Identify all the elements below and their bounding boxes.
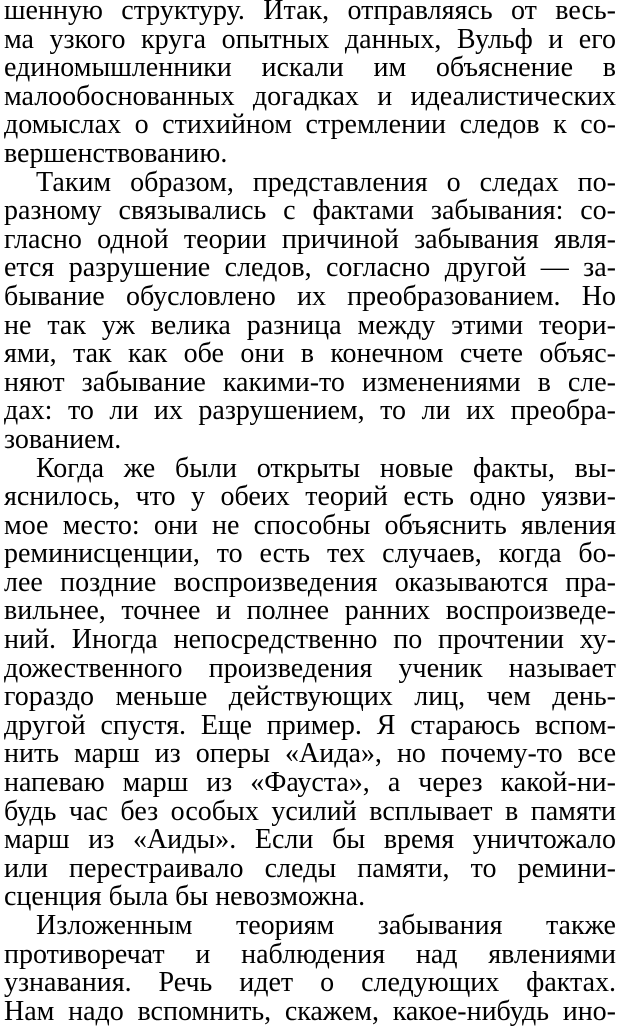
text-line: домыслах о стихийном стремлении следов к со- — [4, 109, 616, 141]
text-line: гораздо меньше действующих лиц, чем день- — [4, 681, 616, 713]
text-line: вильнее, точнее и полнее ранних воспроизведе- — [4, 595, 616, 627]
text-line: ний. Иногда непосредственно по прочтении ху- — [4, 624, 616, 656]
text-line: яснилось, что у обеих теорий есть одно уязви- — [4, 481, 616, 513]
text-line: дожественного произведения ученик называет — [4, 652, 616, 684]
text-line: сценция была бы невозможна. — [4, 881, 366, 913]
text-line: марш из «Аиды». Если бы время уничтожало — [4, 824, 616, 856]
text-line: бывание обусловлено их преобразованием. Но — [4, 280, 616, 312]
paragraph — [4, 452, 616, 913]
text-line: нить марш из оперы «Аида», но почему-то все — [4, 738, 616, 770]
text-line: Нам надо вспомнить, скажем, какое-нибудь ино- — [4, 995, 616, 1027]
paragraph — [4, 912, 616, 1026]
paragraph — [4, 0, 616, 169]
text-line: няют забывание какими-то изменениями в сле- — [4, 366, 616, 398]
text-line: будь час без особых усилий всплывает в памяти — [4, 795, 616, 827]
text-line: гласно одной теории причиной забывания явля- — [4, 223, 616, 255]
text-line: зованием. — [4, 423, 122, 455]
paragraph — [4, 166, 616, 455]
text-line: дах: то ли их разрушением, то ли их преобра- — [4, 395, 616, 427]
text-line: или перестраивало следы памяти, то ремини- — [4, 852, 616, 884]
text-line: вершенствованию. — [4, 137, 228, 169]
text-line: разному связывались с фактами забывания: со- — [4, 195, 616, 227]
text-line: малообоснованных догадках и идеалистических — [4, 80, 616, 112]
text-line: Когда же были открыты новые факты, вы- — [36, 452, 616, 484]
text-line: Таким образом, представления о следах по- — [36, 166, 616, 198]
text-line: узнавания. Речь идет о следующих фактах. — [4, 967, 616, 999]
text-line: ями, так как обе они в конечном счете объяс- — [4, 338, 616, 370]
text-line: не так уж велика разница между этими теори- — [4, 309, 616, 341]
text-line: противоречат и наблюдения над явлениями — [4, 938, 616, 970]
text-line: лее поздние воспроизведения оказываются пра- — [4, 566, 616, 598]
text-line: Изложенным теориям забывания также — [36, 910, 616, 941]
text-line: единомышленники искали им объяснение в — [4, 52, 616, 84]
text-line: ется разрушение следов, согласно другой — за- — [4, 252, 616, 284]
text-line: ма узкого круга опытных данных, Вульф и его — [4, 23, 616, 55]
text-line: напеваю марш из «Фауста», а через какой-ни- — [4, 767, 616, 799]
text-line: мое место: они не способны объяснить явления — [4, 509, 616, 541]
book-page — [4, 0, 616, 1026]
text-line: реминисценции, то есть тех случаев, когда бо- — [4, 538, 616, 570]
text-line: другой спустя. Еще пример. Я стараюсь вспом- — [4, 709, 616, 741]
text-line: шенную структуру. Итак, отправляясь от весь- — [4, 0, 616, 26]
